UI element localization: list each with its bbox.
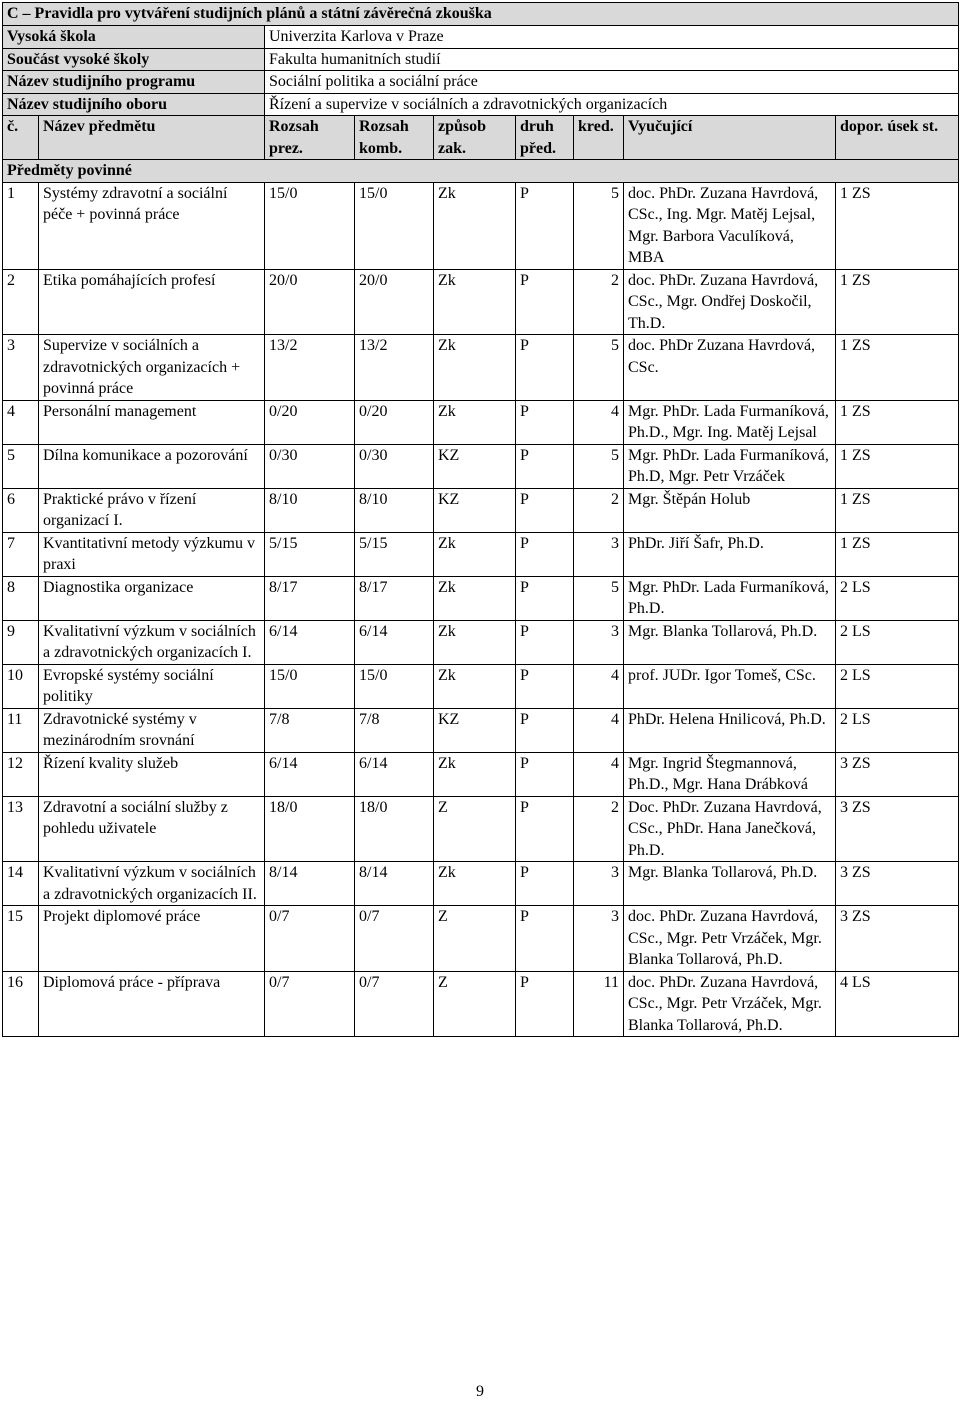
range-combined: 0/30 — [355, 444, 434, 488]
course-number: 2 — [3, 269, 39, 335]
credits: 4 — [574, 708, 624, 752]
recommended-term: 2 LS — [836, 576, 959, 620]
course-row — [3, 269, 959, 335]
range-combined: 15/0 — [355, 664, 434, 708]
teachers: Mgr. PhDr. Lada Furmaníková, Ph.D. — [624, 576, 836, 620]
range-fulltime: 0/30 — [265, 444, 355, 488]
credits: 4 — [574, 664, 624, 708]
range-combined: 15/0 — [355, 182, 434, 269]
range-combined: 8/10 — [355, 488, 434, 532]
teachers: Mgr. PhDr. Lada Furmaníková, Ph.D, Mgr. Petr Vrzáček — [624, 444, 836, 488]
range-combined: 0/7 — [355, 906, 434, 972]
exam-type: Zk — [434, 620, 516, 664]
course-number: 8 — [3, 576, 39, 620]
recommended-term: 3 ZS — [836, 796, 959, 862]
range-fulltime: 8/17 — [265, 576, 355, 620]
range-combined: 8/17 — [355, 576, 434, 620]
recommended-term: 2 LS — [836, 708, 959, 752]
meta-value: Fakulta humanitních studií — [265, 48, 959, 71]
col-header-number: č. — [3, 116, 39, 160]
course-number: 3 — [3, 335, 39, 401]
course-number: 10 — [3, 664, 39, 708]
exam-type: Zk — [434, 335, 516, 401]
teachers: doc. PhDr. Zuzana Havrdová, CSc., Mgr. Petr Vrzáček, Mgr. Blanka Tollarová, Ph.D. — [624, 906, 836, 972]
course-type: P — [516, 269, 574, 335]
range-fulltime: 6/14 — [265, 620, 355, 664]
course-number: 11 — [3, 708, 39, 752]
recommended-term: 3 ZS — [836, 752, 959, 796]
teachers: prof. JUDr. Igor Tomeš, CSc. — [624, 664, 836, 708]
course-name: Diplomová práce - příprava — [39, 971, 265, 1037]
recommended-term: 1 ZS — [836, 182, 959, 269]
study-plan-table — [2, 2, 959, 1037]
range-fulltime: 6/14 — [265, 752, 355, 796]
recommended-term: 2 LS — [836, 664, 959, 708]
recommended-term: 1 ZS — [836, 532, 959, 576]
course-row — [3, 971, 959, 1037]
col-header-course-name: Název předmětu — [39, 116, 265, 160]
course-row — [3, 576, 959, 620]
meta-value: Univerzita Karlova v Praze — [265, 26, 959, 49]
teachers: Mgr. Štěpán Holub — [624, 488, 836, 532]
exam-type: KZ — [434, 444, 516, 488]
course-row — [3, 906, 959, 972]
recommended-term: 1 ZS — [836, 335, 959, 401]
range-combined: 6/14 — [355, 620, 434, 664]
course-number: 7 — [3, 532, 39, 576]
range-combined: 0/7 — [355, 971, 434, 1037]
range-fulltime: 0/7 — [265, 906, 355, 972]
exam-type: Zk — [434, 269, 516, 335]
course-name: Řízení kvality služeb — [39, 752, 265, 796]
meta-label: Vysoká škola — [3, 26, 265, 49]
exam-type: Zk — [434, 182, 516, 269]
range-fulltime: 15/0 — [265, 182, 355, 269]
course-number: 6 — [3, 488, 39, 532]
credits: 5 — [574, 335, 624, 401]
credits: 4 — [574, 400, 624, 444]
recommended-term: 1 ZS — [836, 269, 959, 335]
course-type: P — [516, 620, 574, 664]
meta-row — [3, 48, 959, 71]
meta-label: Součást vysoké školy — [3, 48, 265, 71]
course-row — [3, 532, 959, 576]
range-fulltime: 13/2 — [265, 335, 355, 401]
teachers: Mgr. Ingrid Štegmannová, Ph.D., Mgr. Hana Drábková — [624, 752, 836, 796]
course-type: P — [516, 708, 574, 752]
group-title-row — [3, 160, 959, 183]
recommended-term: 4 LS — [836, 971, 959, 1037]
range-combined: 5/15 — [355, 532, 434, 576]
course-name: Etika pomáhajících profesí — [39, 269, 265, 335]
exam-type: Z — [434, 971, 516, 1037]
course-type: P — [516, 971, 574, 1037]
range-fulltime: 8/10 — [265, 488, 355, 532]
credits: 3 — [574, 906, 624, 972]
course-type: P — [516, 862, 574, 906]
study-plan-document — [2, 2, 958, 1037]
credits: 5 — [574, 182, 624, 269]
exam-type: Zk — [434, 862, 516, 906]
credits: 3 — [574, 862, 624, 906]
range-fulltime: 0/20 — [265, 400, 355, 444]
recommended-term: 3 ZS — [836, 906, 959, 972]
recommended-term: 1 ZS — [836, 400, 959, 444]
meta-label: Název studijního oboru — [3, 93, 265, 116]
recommended-term: 2 LS — [836, 620, 959, 664]
credits: 5 — [574, 444, 624, 488]
meta-row — [3, 26, 959, 49]
course-name: Projekt diplomové práce — [39, 906, 265, 972]
range-combined: 18/0 — [355, 796, 434, 862]
meta-label: Název studijního programu — [3, 71, 265, 94]
course-row — [3, 488, 959, 532]
col-header-credits: kred. — [574, 116, 624, 160]
section-title: C – Pravidla pro vytváření studijních plánů a státní závěrečná zkouška — [3, 3, 959, 26]
course-type: P — [516, 664, 574, 708]
teachers: Mgr. PhDr. Lada Furmaníková, Ph.D., Mgr. Ing. Matěj Lejsal — [624, 400, 836, 444]
course-number: 5 — [3, 444, 39, 488]
course-type: P — [516, 444, 574, 488]
course-row — [3, 664, 959, 708]
course-name: Zdravotní a sociální služby z pohledu uživatele — [39, 796, 265, 862]
exam-type: Z — [434, 906, 516, 972]
credits: 11 — [574, 971, 624, 1037]
range-combined: 8/14 — [355, 862, 434, 906]
credits: 5 — [574, 576, 624, 620]
range-combined: 20/0 — [355, 269, 434, 335]
course-type: P — [516, 752, 574, 796]
course-number: 16 — [3, 971, 39, 1037]
course-type: P — [516, 796, 574, 862]
exam-type: Zk — [434, 664, 516, 708]
course-row — [3, 444, 959, 488]
course-name: Zdravotnické systémy v mezinárodním srovnání — [39, 708, 265, 752]
meta-value: Řízení a supervize v sociálních a zdravotnických organizacích — [265, 93, 959, 116]
teachers: Mgr. Blanka Tollarová, Ph.D. — [624, 620, 836, 664]
course-row — [3, 796, 959, 862]
course-name: Diagnostika organizace — [39, 576, 265, 620]
range-combined: 13/2 — [355, 335, 434, 401]
exam-type: Zk — [434, 576, 516, 620]
col-header-course-type: druh před. — [516, 116, 574, 160]
teachers: doc. PhDr. Zuzana Havrdová, CSc., Mgr. Ondřej Doskočil, Th.D. — [624, 269, 836, 335]
col-header-range-fulltime: Rozsah prez. — [265, 116, 355, 160]
course-number: 12 — [3, 752, 39, 796]
course-row — [3, 620, 959, 664]
col-header-recommended-term: dopor. úsek st. — [836, 116, 959, 160]
course-type: P — [516, 532, 574, 576]
course-number: 13 — [3, 796, 39, 862]
course-name: Praktické právo v řízení organizací I. — [39, 488, 265, 532]
teachers: doc. PhDr Zuzana Havrdová, CSc. — [624, 335, 836, 401]
course-name: Systémy zdravotní a sociální péče + povinná práce — [39, 182, 265, 269]
meta-row — [3, 93, 959, 116]
exam-type: KZ — [434, 708, 516, 752]
course-row — [3, 862, 959, 906]
teachers: PhDr. Jiří Šafr, Ph.D. — [624, 532, 836, 576]
exam-type: Z — [434, 796, 516, 862]
teachers: PhDr. Helena Hnilicová, Ph.D. — [624, 708, 836, 752]
range-fulltime: 7/8 — [265, 708, 355, 752]
range-combined: 7/8 — [355, 708, 434, 752]
col-header-range-combined: Rozsah komb. — [355, 116, 434, 160]
course-number: 4 — [3, 400, 39, 444]
course-type: P — [516, 335, 574, 401]
range-fulltime: 8/14 — [265, 862, 355, 906]
teachers: Doc. PhDr. Zuzana Havrdová, CSc., PhDr. Hana Janečková, Ph.D. — [624, 796, 836, 862]
course-name: Kvalitativní výzkum v sociálních a zdravotnických organizacích II. — [39, 862, 265, 906]
course-name: Personální management — [39, 400, 265, 444]
course-type: P — [516, 576, 574, 620]
range-combined: 6/14 — [355, 752, 434, 796]
course-row — [3, 182, 959, 269]
teachers: doc. PhDr. Zuzana Havrdová, CSc., Ing. Mgr. Matěj Lejsal, Mgr. Barbora Vaculíková, MBA — [624, 182, 836, 269]
exam-type: Zk — [434, 400, 516, 444]
recommended-term: 3 ZS — [836, 862, 959, 906]
course-row — [3, 400, 959, 444]
course-row — [3, 752, 959, 796]
section-title-row — [3, 3, 959, 26]
recommended-term: 1 ZS — [836, 488, 959, 532]
course-name: Dílna komunikace a pozorování — [39, 444, 265, 488]
credits: 3 — [574, 620, 624, 664]
course-type: P — [516, 488, 574, 532]
col-header-teachers: Vyučující — [624, 116, 836, 160]
credits: 3 — [574, 532, 624, 576]
credits: 2 — [574, 796, 624, 862]
teachers: Mgr. Blanka Tollarová, Ph.D. — [624, 862, 836, 906]
course-number: 14 — [3, 862, 39, 906]
course-name: Evropské systémy sociální politiky — [39, 664, 265, 708]
credits: 2 — [574, 488, 624, 532]
meta-value: Sociální politika a sociální práce — [265, 71, 959, 94]
course-type: P — [516, 182, 574, 269]
column-header-row — [3, 116, 959, 160]
course-name: Supervize v sociálních a zdravotnických organizacích + povinná práce — [39, 335, 265, 401]
exam-type: Zk — [434, 752, 516, 796]
course-row — [3, 335, 959, 401]
course-name: Kvalitativní výzkum v sociálních a zdravotnických organizacích I. — [39, 620, 265, 664]
course-name: Kvantitativní metody výzkumu v praxi — [39, 532, 265, 576]
teachers: doc. PhDr. Zuzana Havrdová, CSc., Mgr. Petr Vrzáček, Mgr. Blanka Tollarová, Ph.D. — [624, 971, 836, 1037]
credits: 4 — [574, 752, 624, 796]
col-header-exam-type: způsob zak. — [434, 116, 516, 160]
course-row — [3, 708, 959, 752]
range-combined: 0/20 — [355, 400, 434, 444]
range-fulltime: 18/0 — [265, 796, 355, 862]
course-number: 1 — [3, 182, 39, 269]
range-fulltime: 5/15 — [265, 532, 355, 576]
meta-row — [3, 71, 959, 94]
range-fulltime: 15/0 — [265, 664, 355, 708]
range-fulltime: 0/7 — [265, 971, 355, 1037]
range-fulltime: 20/0 — [265, 269, 355, 335]
course-number: 15 — [3, 906, 39, 972]
exam-type: KZ — [434, 488, 516, 532]
exam-type: Zk — [434, 532, 516, 576]
course-number: 9 — [3, 620, 39, 664]
course-type: P — [516, 400, 574, 444]
course-type: P — [516, 906, 574, 972]
page-number: 9 — [476, 1383, 484, 1400]
group-title: Předměty povinné — [3, 160, 959, 183]
credits: 2 — [574, 269, 624, 335]
recommended-term: 1 ZS — [836, 444, 959, 488]
